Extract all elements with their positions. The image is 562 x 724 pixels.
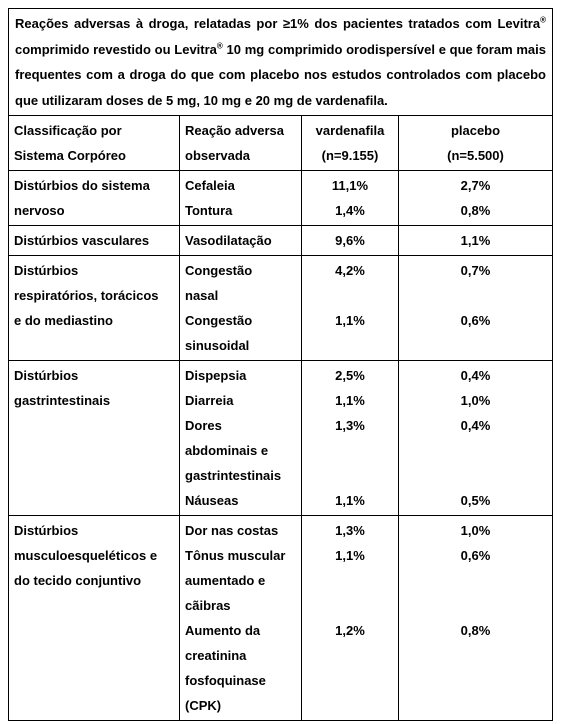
placebo-value: 1,0% bbox=[460, 393, 491, 408]
spacer-line bbox=[404, 693, 547, 718]
document-page bbox=[8, 8, 552, 721]
table-body bbox=[9, 171, 553, 721]
header-vardenafil bbox=[302, 116, 399, 171]
adverse-reaction-line: creatinina bbox=[185, 648, 247, 663]
adverse-reaction-line: Náuseas bbox=[185, 493, 239, 508]
spacer-line bbox=[307, 668, 393, 693]
table-title bbox=[9, 9, 553, 116]
system-class-line: Distúrbios do sistema bbox=[14, 178, 150, 193]
system-class-line: musculoesqueléticos e bbox=[14, 548, 158, 563]
vardenafil-value: 1,3% bbox=[335, 418, 365, 433]
placebo-value-cell bbox=[399, 171, 553, 226]
system-class-line: Distúrbios vasculares bbox=[14, 233, 150, 248]
placebo-value: 1,1% bbox=[460, 233, 491, 248]
header-line: placebo bbox=[450, 123, 501, 138]
adverse-reaction-line: Dispepsia bbox=[185, 368, 247, 383]
adverse-reaction-cell bbox=[180, 361, 302, 516]
spacer-line bbox=[404, 593, 547, 618]
title-text-2: 1% dos pacientes tratados com Levitra bbox=[290, 16, 541, 31]
spacer-line bbox=[404, 283, 547, 308]
placebo-value-cell bbox=[399, 516, 553, 721]
table-row bbox=[9, 226, 553, 256]
spacer-line bbox=[307, 463, 393, 488]
vardenafil-value-cell bbox=[302, 516, 399, 721]
spacer-line bbox=[404, 668, 547, 693]
placebo-value: 2,7% bbox=[460, 178, 491, 193]
vardenafil-value: 1,2% bbox=[335, 623, 365, 638]
adverse-reaction-line: Tônus muscular bbox=[185, 548, 286, 563]
adverse-reaction-line: Dor nas costas bbox=[185, 523, 279, 538]
adverse-reaction-cell bbox=[180, 226, 302, 256]
system-class-line: respiratórios, torácicos bbox=[14, 288, 159, 303]
spacer-line bbox=[307, 643, 393, 668]
header-adverse-reaction bbox=[180, 116, 302, 171]
header-line: (n=5.500) bbox=[447, 148, 504, 163]
title-ge-symbol: ≥ bbox=[282, 16, 291, 31]
vardenafil-value: 9,6% bbox=[335, 233, 365, 248]
placebo-value: 0,6% bbox=[460, 548, 491, 563]
header-line: vardenafila bbox=[315, 123, 385, 138]
header-line: Classificação por bbox=[14, 123, 122, 138]
system-class-cell bbox=[9, 226, 180, 256]
header-line: Reação adversa bbox=[185, 123, 285, 138]
adverse-reaction-line: Cefaleia bbox=[185, 178, 235, 193]
vardenafil-value: 1,3% bbox=[335, 523, 365, 538]
adverse-reaction-line: Diarreia bbox=[185, 393, 234, 408]
vardenafil-value: 1,4% bbox=[335, 203, 365, 218]
spacer-line bbox=[307, 283, 393, 308]
title-text-1: Reações adversas à droga, relatadas por bbox=[15, 16, 283, 31]
adverse-reaction-line: Dores bbox=[185, 418, 222, 433]
table-title-row bbox=[9, 9, 553, 116]
adverse-reaction-line: Vasodilatação bbox=[185, 233, 272, 248]
adverse-reaction-line: gastrintestinais bbox=[185, 468, 282, 483]
adverse-reaction-line: Aumento da bbox=[185, 623, 261, 638]
table-row bbox=[9, 361, 553, 516]
system-class-line: nervoso bbox=[14, 203, 65, 218]
placebo-value: 0,8% bbox=[460, 203, 491, 218]
header-line: Sistema Corpóreo bbox=[14, 148, 126, 163]
system-class-line: do tecido conjuntivo bbox=[14, 573, 142, 588]
registered-mark: ® bbox=[216, 41, 223, 51]
placebo-value-cell bbox=[399, 256, 553, 361]
table-row bbox=[9, 171, 553, 226]
placebo-value: 1,0% bbox=[460, 523, 491, 538]
header-line: observada bbox=[185, 148, 251, 163]
placebo-value: 0,7% bbox=[460, 263, 491, 278]
adverse-reaction-cell bbox=[180, 171, 302, 226]
system-class-line: Distúrbios bbox=[14, 523, 79, 538]
vardenafil-value: 4,2% bbox=[335, 263, 365, 278]
table-row bbox=[9, 516, 553, 721]
system-class-line: Distúrbios bbox=[14, 263, 79, 278]
system-class-cell bbox=[9, 516, 180, 721]
placebo-value-cell bbox=[399, 361, 553, 516]
spacer-line bbox=[404, 333, 547, 358]
vardenafil-value: 1,1% bbox=[335, 493, 365, 508]
adverse-reactions-table bbox=[8, 8, 553, 721]
adverse-reaction-line: Congestão bbox=[185, 313, 253, 328]
spacer-line bbox=[307, 693, 393, 718]
spacer-line bbox=[404, 438, 547, 463]
system-class-cell bbox=[9, 171, 180, 226]
header-line: (n=9.155) bbox=[321, 148, 379, 163]
spacer-line bbox=[404, 463, 547, 488]
vardenafil-value-cell bbox=[302, 171, 399, 226]
placebo-value-cell bbox=[399, 226, 553, 256]
system-class-line: e do mediastino bbox=[14, 313, 113, 328]
table-row bbox=[9, 256, 553, 361]
placebo-value: 0,8% bbox=[460, 623, 491, 638]
vardenafil-value: 11,1% bbox=[331, 178, 369, 193]
adverse-reaction-line: sinusoidal bbox=[185, 338, 250, 353]
vardenafil-value-cell bbox=[302, 256, 399, 361]
spacer-line bbox=[404, 568, 547, 593]
adverse-reaction-line: nasal bbox=[185, 288, 219, 303]
header-system-class bbox=[9, 116, 180, 171]
adverse-reaction-line: Tontura bbox=[185, 203, 233, 218]
adverse-reaction-line: abdominais e bbox=[185, 443, 269, 458]
title-text-3: comprimido revestido ou Levitra bbox=[15, 41, 217, 57]
system-class-line: Distúrbios bbox=[14, 368, 79, 383]
title-text-4: 10 mg comprimido orodispersível e que foram mais frequentes com a droga do que com placebo nos estudos controlados com placebo que utilizaram doses de 5 mg, 10 mg e 20 mg de vardenafila. bbox=[15, 41, 547, 108]
adverse-reaction-line: (CPK) bbox=[185, 698, 222, 713]
system-class-line: gastrintestinais bbox=[14, 393, 111, 408]
adverse-reaction-cell bbox=[180, 256, 302, 361]
placebo-value: 0,4% bbox=[460, 418, 491, 433]
vardenafil-value-cell bbox=[302, 361, 399, 516]
registered-mark: ® bbox=[540, 15, 546, 25]
vardenafil-value: 2,5% bbox=[335, 368, 365, 383]
table-header-row bbox=[9, 116, 553, 171]
header-placebo bbox=[399, 116, 553, 171]
placebo-value: 0,4% bbox=[460, 368, 491, 383]
placebo-value: 0,5% bbox=[460, 493, 491, 508]
adverse-reaction-line: aumentado e bbox=[185, 573, 266, 588]
system-class-cell bbox=[9, 361, 180, 516]
system-class-cell bbox=[9, 256, 180, 361]
vardenafil-value: 1,1% bbox=[335, 393, 365, 408]
adverse-reaction-line: cãibras bbox=[185, 598, 231, 613]
vardenafil-value-cell bbox=[302, 226, 399, 256]
adverse-reaction-line: Congestão bbox=[185, 263, 253, 278]
spacer-line bbox=[307, 568, 393, 593]
placebo-value: 0,6% bbox=[460, 313, 491, 328]
spacer-line bbox=[307, 438, 393, 463]
spacer-line bbox=[307, 593, 393, 618]
vardenafil-value: 1,1% bbox=[335, 313, 365, 328]
vardenafil-value: 1,1% bbox=[335, 548, 365, 563]
spacer-line bbox=[404, 643, 547, 668]
adverse-reaction-line: fosfoquinase bbox=[185, 673, 266, 688]
adverse-reaction-cell bbox=[180, 516, 302, 721]
spacer-line bbox=[307, 333, 393, 358]
